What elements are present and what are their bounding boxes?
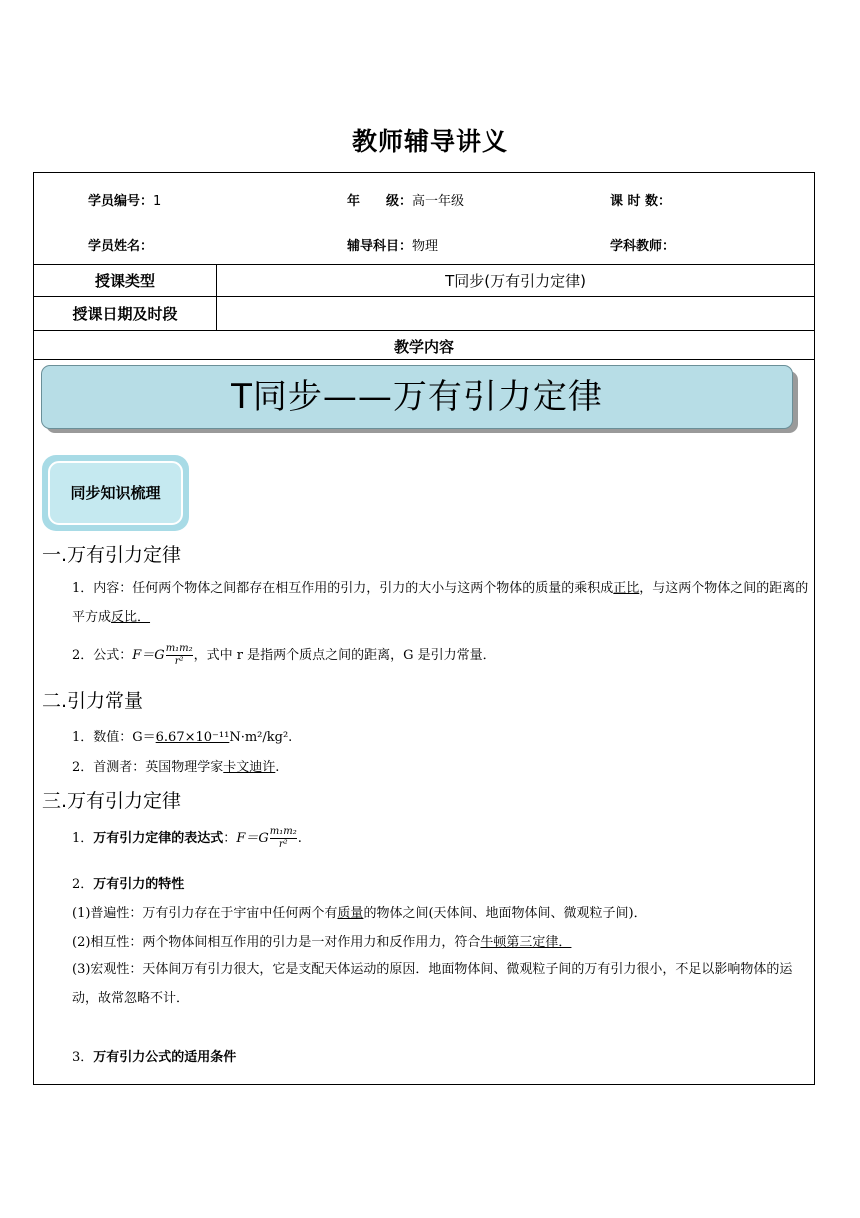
law-formula-line: 2．公式：F＝G $\frac{\text{m₁m₂}}{\text{r²}}$ ，式中 r 是指两个质点之间的距离，G 是引力常量． bbox=[72, 643, 496, 667]
document-title: 教师辅导讲义 bbox=[351, 127, 508, 156]
constant-discoverer-line: 2．首测者：英国物理学家卡文迪许. bbox=[72, 760, 280, 775]
hours-label: 课 时 数： bbox=[610, 194, 672, 209]
divider bbox=[34, 359, 814, 360]
lecture-table bbox=[33, 172, 815, 1085]
expression-line: 1．万有引力定律的表达式：F＝G $\frac{\text{m₁m₂}}{\text{r²}}$ . bbox=[72, 826, 302, 850]
teaching-content-label: 教学内容 bbox=[393, 338, 454, 356]
lesson-type-label: 授课类型 bbox=[94, 272, 155, 290]
fraction: $\frac{\text{m₁m₂}}{\text{r²}}$ bbox=[269, 826, 297, 850]
mutuality-line: (2)相互性：两个物体间相互作用的引力是一对作用力和反作用力，符合牛顿第三定律． bbox=[72, 935, 572, 950]
grade-label: 年 级：高一年级 bbox=[347, 194, 465, 209]
topic-banner: T同步——万有引力定律 bbox=[41, 365, 793, 429]
section-heading: 一.万有引力定律 bbox=[42, 544, 182, 566]
constant-value-line: 1．数值：G＝6.67×10⁻¹¹N·m²/kg². bbox=[72, 730, 293, 745]
knowledge-badge bbox=[42, 455, 189, 531]
student-no-label: 学员编号：1 bbox=[88, 194, 162, 209]
teacher-label: 学科教师： bbox=[610, 239, 676, 254]
divider bbox=[216, 264, 217, 330]
lesson-type-value: T同步(万有引力定律) bbox=[445, 272, 586, 290]
grade-value: 高一年级 bbox=[412, 194, 465, 209]
divider bbox=[34, 330, 814, 331]
section-heading: 三.万有引力定律 bbox=[42, 790, 182, 812]
conditions-heading: 3．万有引力公式的适用条件 bbox=[72, 1050, 237, 1065]
fraction: $\frac{\text{m₁m₂}}{\text{r²}}$ bbox=[165, 643, 193, 667]
divider bbox=[34, 296, 814, 297]
subject-value: 物理 bbox=[412, 239, 439, 254]
student-name-label: 学员姓名： bbox=[88, 239, 154, 254]
divider bbox=[34, 264, 814, 265]
macroscopic-paragraph: (3)宏观性：天体间万有引力很大，它是支配天体运动的原因．地面物体间、微观粒子间的万有引力很小，不足以影响物体的运动，故常忽略不计． bbox=[72, 962, 793, 1006]
universality-line: (1)普遍性：万有引力存在于宇宙中任何两个有质量的物体之间(天体间、地面物体间、微观粒子间)． bbox=[72, 906, 647, 921]
lesson-date-label: 授课日期及时段 bbox=[72, 305, 178, 323]
properties-heading: 2．万有引力的特性 bbox=[72, 877, 185, 892]
student-no-value: 1 bbox=[153, 194, 162, 209]
section-heading: 二.引力常量 bbox=[42, 690, 144, 712]
knowledge-badge-label: 同步知识梳理 bbox=[48, 461, 183, 525]
subject-label: 辅导科目：物理 bbox=[347, 239, 439, 254]
law-content-paragraph: 1．内容：任何两个物体之间都存在相互作用的引力，引力的大小与这两个物体的质量的乘积成正比，与这两个物体之间的距离的平方成反比． bbox=[72, 581, 809, 625]
